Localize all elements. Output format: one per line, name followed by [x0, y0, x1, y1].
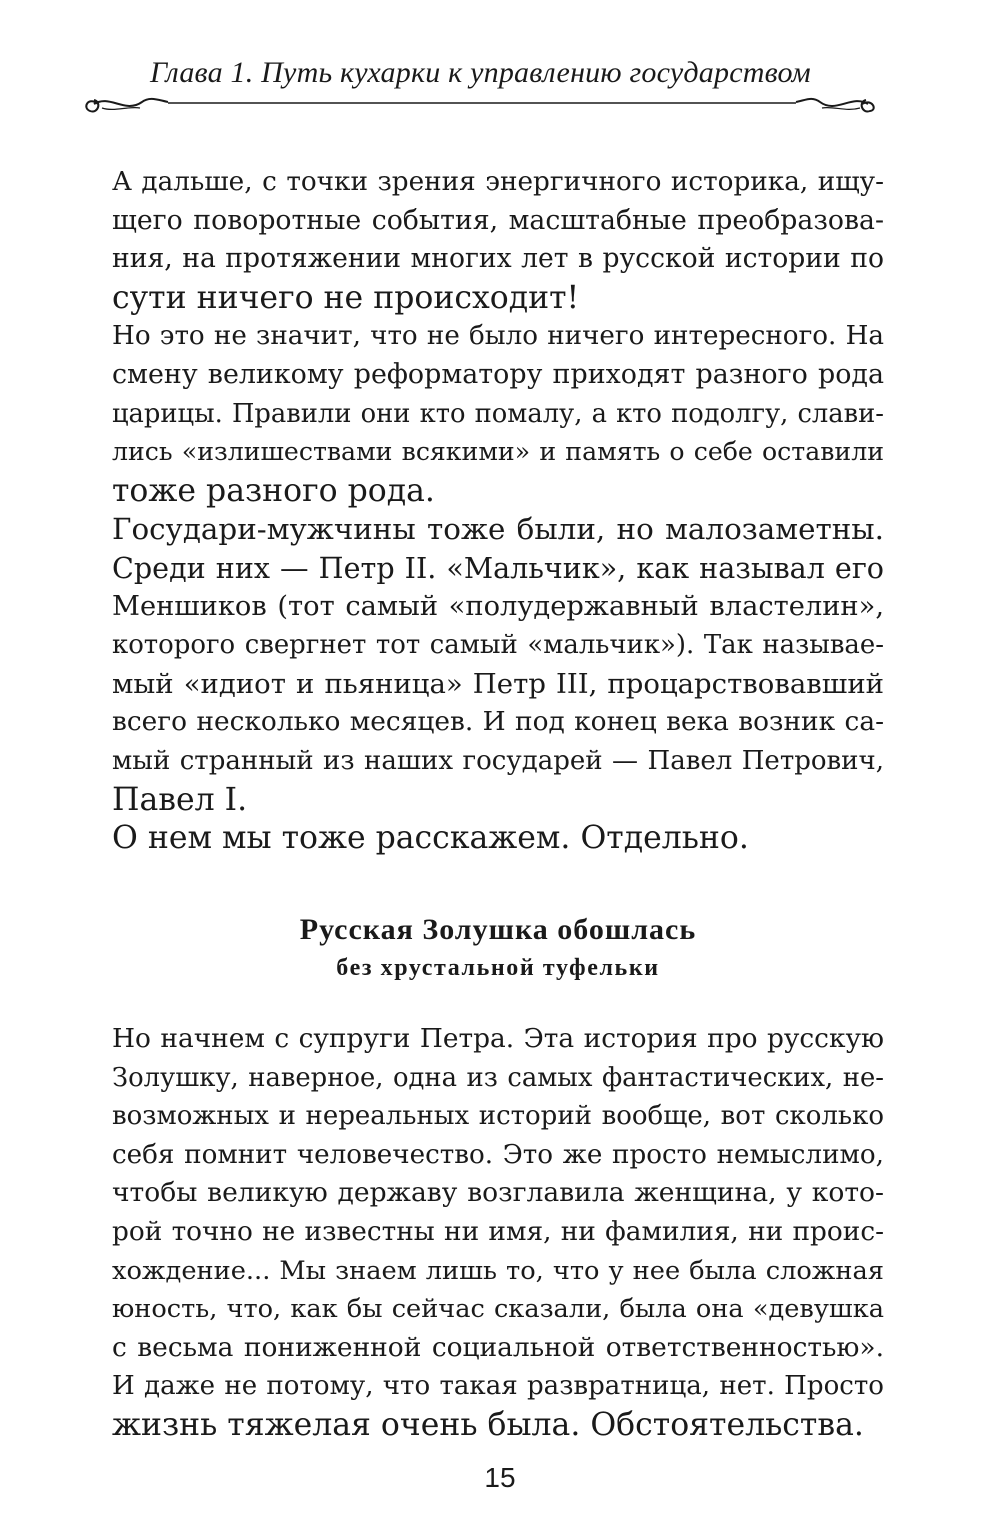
text-line: Но начнем с супруги Петра. Эта история про русскую: [112, 1023, 884, 1054]
body-text-section-2: [112, 1020, 884, 1445]
text-line: всего несколько месяцев. И под конец века возник са-: [112, 706, 884, 738]
text-line: Государи-мужчины тоже были, но малозаметны.: [112, 512, 884, 547]
text-line: Но это не значит, что не было ничего интересного. На: [112, 321, 884, 352]
heading-line-1: Русская Золушка обошлась: [299, 913, 697, 946]
text-line: юность, что, как бы сейчас сказали, была она «девушка: [112, 1294, 884, 1325]
text-line: А дальше, с точки зрения энергичного историка, ищу-: [112, 167, 884, 197]
text-line: жизнь тяжелая очень была. Обстоятельства.: [112, 1406, 864, 1443]
text-line: Меншиков (тот самый «полудержавный властелин»,: [112, 590, 884, 622]
text-line: тоже разного рода.: [112, 472, 435, 509]
text-line: щего поворотные события, масштабные преобразова-: [112, 204, 884, 236]
text-line: себя помнит человечество. Это же просто немыслимо,: [112, 1139, 884, 1170]
text-line: лись «излишествами всякими» и память о себе оставили: [112, 437, 884, 467]
running-head: Глава 1. Путь кухарки к управлению государством: [150, 56, 811, 89]
text-line: Золушку, наверное, одна из самых фантастических, не-: [112, 1062, 884, 1093]
text-line: О нем мы тоже расскажем. Отдельно.: [112, 820, 749, 857]
page-number: 15: [484, 1462, 516, 1493]
text-line: возможных и нереальных историй вообще, вот сколько: [112, 1101, 884, 1132]
text-line: мый странный из наших государей — Павел Петрович,: [112, 745, 884, 776]
text-line: хождение... Мы знаем лишь то, что у нее была сложная: [112, 1255, 884, 1286]
text-line: Павел I.: [112, 781, 248, 818]
text-line: мый «идиот и пьяница» Петр III, процарствовавший: [112, 667, 884, 700]
text-line: которого свергнет тот самый «мальчик»). Так называе-: [112, 630, 884, 661]
section-heading: [112, 910, 884, 986]
text-line: ния, на протяжении многих лет в русской истории по: [112, 243, 884, 275]
page-header: [0, 0, 1000, 140]
text-line: И даже не потому, что такая развратница, нет. Просто: [112, 1371, 884, 1402]
heading-line-2: без хрустальной туфельки: [336, 955, 660, 981]
text-line: Среди них — Петр II. «Мальчик», как называл его: [112, 550, 884, 585]
text-line: чтобы великую державу возглавила женщина, у кото-: [112, 1177, 884, 1209]
body-text-section-1: [112, 163, 884, 858]
ornament-divider: [80, 84, 880, 124]
text-line: с весьма пониженной социальной ответственностью».: [112, 1331, 884, 1363]
text-line: смену великому реформатору приходят разного рода: [112, 358, 884, 390]
text-line: сути ничего не происходит!: [112, 279, 580, 316]
text-line: рой точно не известны ни имя, ни фамилия, ни проис-: [112, 1216, 884, 1247]
text-line: царицы. Правили они кто помалу, а кто подолгу, слави-: [112, 398, 884, 429]
